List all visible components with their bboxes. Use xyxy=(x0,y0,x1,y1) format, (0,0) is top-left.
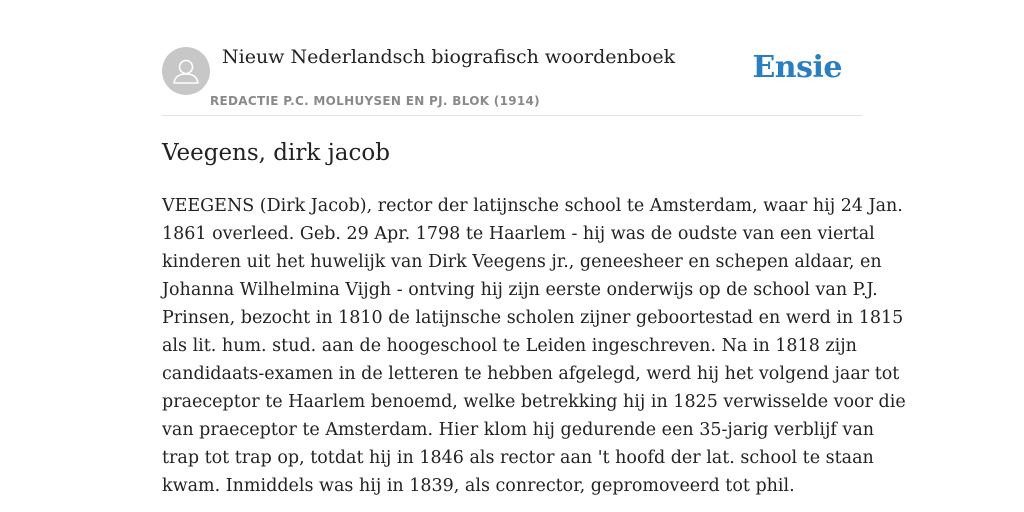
brand-logo[interactable]: Ensie xyxy=(752,50,842,85)
body-line: candidaats-examen in de letteren te hebben afgelegd, werd hij het volgend jaar tot xyxy=(162,364,900,384)
entry-page xyxy=(162,0,906,512)
entry-title: Veegens, dirk jacob xyxy=(162,140,390,166)
body-line: van praeceptor te Amsterdam. Hier klom hij gedurende een 35-jarig verblijf van xyxy=(162,420,875,440)
book-editors: REDACTIE P.C. MOLHUYSEN EN PJ. BLOK (1914) xyxy=(210,94,540,108)
user-placeholder-icon xyxy=(162,47,210,95)
body-line: kinderen uit het huwelijk van Dirk Veegens jr., geneesheer en schepen aldaar, en xyxy=(162,252,882,272)
body-line: praeceptor te Haarlem benoemd, welke betrekking hij in 1825 verwisselde voor die xyxy=(162,392,906,412)
entry-body xyxy=(162,192,906,500)
body-line: trap tot trap op, totdat hij in 1846 als rector aan 't hoofd der lat. school te staan xyxy=(162,448,874,468)
body-line: Prinsen, bezocht in 1810 de latijnsche scholen zijner geboortestad en werd in 1815 xyxy=(162,308,904,328)
book-header xyxy=(162,0,862,116)
body-line: 1861 overleed. Geb. 29 Apr. 1798 te Haarlem - hij was de oudste van een viertal xyxy=(162,224,875,244)
body-line: Johanna Wilhelmina Vijgh - ontving hij zijn eerste onderwijs op de school van P.J. xyxy=(162,280,878,300)
body-line: kwam. Inmiddels was hij in 1839, als conrector, gepromoveerd tot phil. xyxy=(162,476,795,496)
body-line: VEEGENS (Dirk Jacob), rector der latijnsche school te Amsterdam, waar hij 24 Jan. xyxy=(162,196,903,216)
book-title[interactable]: Nieuw Nederlandsch biografisch woordenboek xyxy=(222,46,676,68)
body-line: als lit. hum. stud. aan de hoogeschool te Leiden ingeschreven. Na in 1818 zijn xyxy=(162,336,857,356)
